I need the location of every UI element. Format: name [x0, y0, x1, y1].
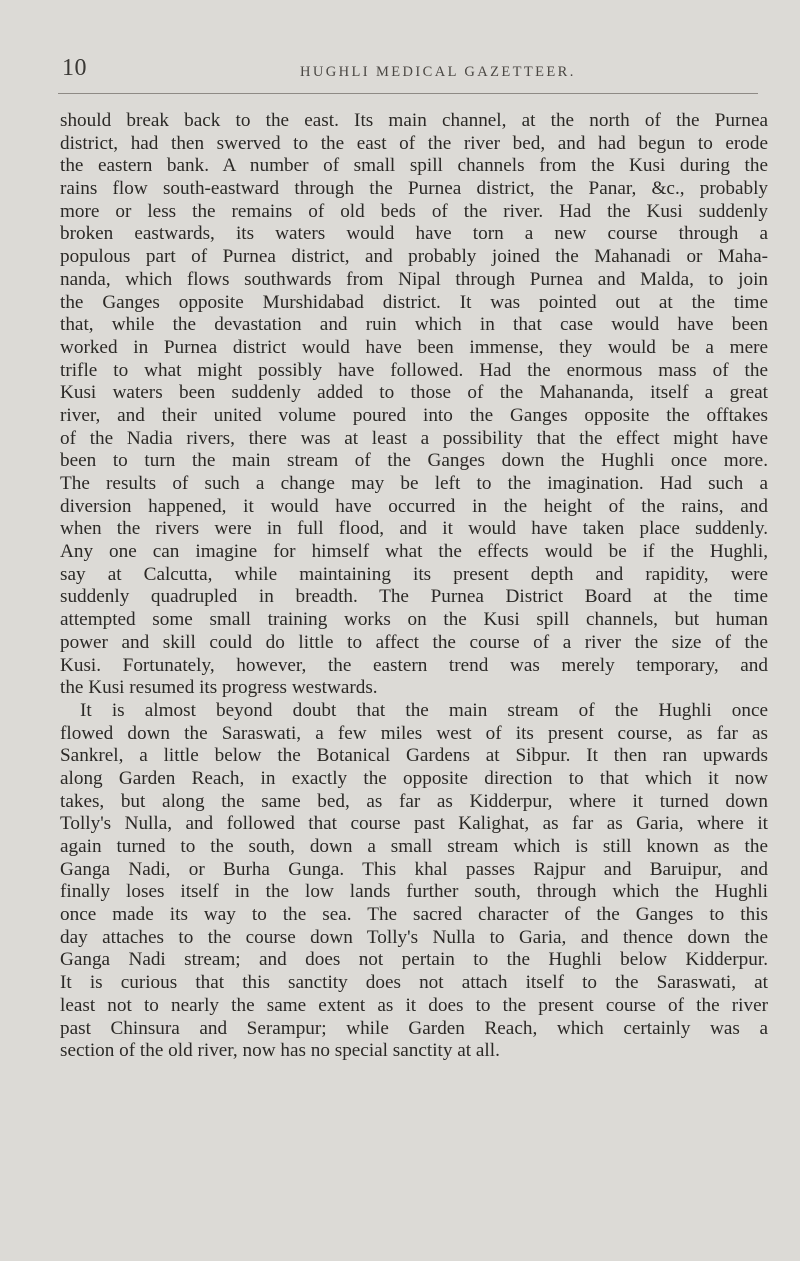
text-line: of the Nadia rivers, there was at least a possibility that the effect might have	[60, 427, 768, 449]
text-line: been to turn the main stream of the Ganges down the Hughli once more.	[60, 450, 768, 472]
text-line: power and skill could do little to affect the course of a river the size of the	[60, 631, 768, 653]
text-line: populous part of Purnea district, and probably joined the Mahanadi or Maha-	[60, 246, 768, 268]
text-line: river, and their united volume poured into the Ganges opposite the offtakes	[60, 404, 768, 426]
text-line: It is almost beyond doubt that the main stream of the Hughli once	[80, 699, 768, 721]
text-line: say at Calcutta, while maintaining its present depth and rapidity, were	[60, 563, 768, 585]
header-rule	[58, 93, 758, 94]
text-line: the eastern bank. A number of small spill channels from the Kusi during the	[60, 155, 768, 177]
text-line: Ganga Nadi stream; and does not pertain to the Hughli below Kidderpur.	[60, 949, 768, 971]
text-line: should break back to the east. Its main channel, at the north of the Purnea	[60, 110, 768, 131]
text-line: Ganga Nadi, or Burha Gunga. This khal passes Rajpur and Baruipur, and	[60, 858, 768, 880]
text-line: nanda, which flows southwards from Nipal through Purnea and Malda, to join	[60, 268, 768, 290]
text-line: The results of such a change may be left to the imagination. Had such a	[60, 473, 768, 494]
text-line: that, while the devastation and ruin which in that case would have been	[60, 314, 768, 336]
text-line: again turned to the south, down a small stream which is still known as the	[60, 836, 768, 857]
text-line: the Ganges opposite Murshidabad district. It was pointed out at the time	[60, 291, 768, 313]
text-line: more or less the remains of old beds of the river. Had the Kusi suddenly	[60, 200, 768, 222]
text-line: Tolly's Nulla, and followed that course past Kalighat, as far as Garia, where it	[60, 813, 768, 835]
text-line: takes, but along the same bed, as far as Kidderpur, where it turned down	[60, 790, 768, 812]
text-line: Any one can imagine for himself what the effects would be if the Hughli,	[60, 541, 768, 563]
body-text	[60, 110, 768, 1063]
text-line: section of the old river, now has no special sanctity at all.	[60, 1040, 500, 1062]
text-line: diversion happened, it would have occurred in the height of the rains, and	[60, 495, 768, 517]
text-line: past Chinsura and Serampur; while Garden Reach, which certainly was a	[60, 1017, 768, 1039]
text-line: rains flow south-eastward through the Purnea district, the Panar, &c., probably	[60, 178, 768, 200]
text-line: It is curious that this sanctity does not attach itself to the Saraswati, at	[60, 972, 768, 994]
text-line: along Garden Reach, in exactly the opposite direction to that which it now	[60, 767, 768, 789]
text-line: day attaches to the course down Tolly's Nulla to Garia, and thence down the	[60, 926, 768, 948]
text-line: the Kusi resumed its progress westwards.	[60, 677, 378, 699]
text-line: broken eastwards, its waters would have torn a new course through a	[60, 223, 768, 245]
text-line: district, had then swerved to the east of the river bed, and had begun to erode	[60, 132, 768, 154]
page-number: 10	[62, 55, 87, 81]
text-line: Kusi. Fortunately, however, the eastern trend was merely temporary, and	[60, 654, 768, 676]
text-line: when the rivers were in full flood, and it would have taken place suddenly.	[60, 518, 768, 540]
text-line: worked in Purnea district would have been immense, they would be a mere	[60, 336, 768, 358]
text-line: flowed down the Saraswati, a few miles west of its present course, as far as	[60, 722, 768, 744]
text-line: finally loses itself in the low lands further south, through which the Hughli	[60, 881, 768, 903]
text-line: trifle to what might possibly have followed. Had the enormous mass of the	[60, 359, 768, 381]
text-line: Kusi waters been suddenly added to those of the Mahananda, itself a great	[60, 382, 768, 404]
text-line: least not to nearly the same extent as it does to the present course of the river	[60, 994, 768, 1016]
text-line: Sankrel, a little below the Botanical Gardens at Sibpur. It then ran upwards	[60, 745, 768, 767]
text-line: suddenly quadrupled in breadth. The Purnea District Board at the time	[60, 586, 768, 608]
text-line: once made its way to the sea. The sacred character of the Ganges to this	[60, 904, 768, 926]
text-line: attempted some small training works on the Kusi spill channels, but human	[60, 609, 768, 631]
running-title: HUGHLI MEDICAL GAZETTEER.	[300, 64, 576, 80]
